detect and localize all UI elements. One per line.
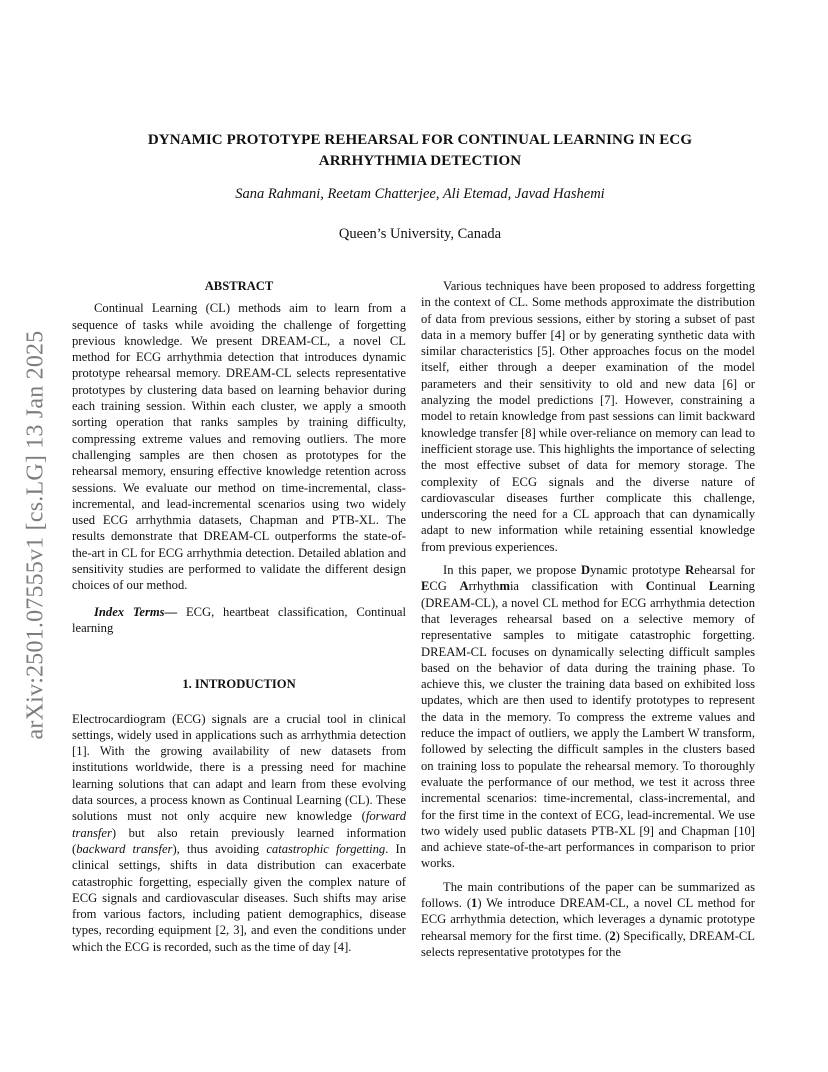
p2-bold-m: m (499, 579, 510, 594)
affiliation: Queen’s University, Canada (338, 226, 502, 242)
p2-bold-a: A (459, 579, 469, 594)
p2-text-8: earning (DREAM-CL), a novel CL method for ECG arrhythmia detection that leverages rehearsal based on a selective memory of representative samples to mitigate catastrophic forgetting. DREAM-CL focuses on dynamically selecting difficult samples based on the behavior of data during the training phase. To achieve this, we cluster the training data based on exhibited loss updates, which are then used to identify prototypes to represent the data in the memory. To compress the extreme values and reduce the impact of outliers, we apply the Lambert W transform, followed by selecting the difficult samples in the clusters based on training loss to populate the rehearsal memory. To thoroughly evaluate the performance of our method, we test it across three incremental scenarios: time-incremental, class-incremental, and for the first time in the context of ECG, lead-incremental. We use two widely used public datasets PTB-XL [9] and Chapman [10] and achieve state-of-the-art performances in comparison to prior works. (421, 579, 755, 871)
right-paragraph-2 (421, 562, 755, 872)
right-column (421, 278, 755, 960)
arxiv-stamp (14, 300, 58, 770)
left-column (72, 278, 406, 955)
p2-text-1: In this paper, we propose (443, 563, 581, 578)
p3-text-2: ) We introduce DREAM-CL, a novel CL method for ECG arrhythmia detection, which leverages a dynamic prototype rehearsal memory for the first time. ( (421, 895, 755, 943)
p2-text-4: CG (429, 579, 460, 594)
index-terms (72, 604, 406, 637)
intro-text-d: . In clinical settings, shifts in data distribution can exacerbate catastrophic forgetting, especially given the complex nature of ECG signals and cardiovascular diseases. Such shifts may arise from various factors, including patient demographics, disease types, recording equipment [2, 3], and even the conditions under which the ECG is recorded, such as the time of day [4]. (72, 841, 406, 954)
author-list: Sana Rahmani, Reetam Chatterjee, Ali Etemad, Javad Hashemi (235, 186, 605, 202)
p2-bold-l: L (708, 579, 718, 594)
intro-heading: 1. INTRODUCTION (182, 677, 296, 692)
intro-em-forward: forward transfer (72, 809, 406, 840)
p2-text-3: ehearsal for (694, 563, 755, 578)
intro-em-catastrophic: catastrophic forgetting (266, 841, 386, 856)
arxiv-stamp-text: arXiv:2501.07555v1 [cs.LG] 13 Jan 2025 (22, 330, 49, 740)
p2-bold-r: R (685, 563, 695, 578)
p2-bold-c: C (645, 579, 655, 594)
intro-em-backward: backward transfer (76, 841, 173, 856)
intro-text-c: ), thus avoiding (172, 841, 267, 856)
intro-text-b: ) but also retain previously learned information ( (72, 825, 406, 856)
right-paragraph-1: Various techniques have been proposed to address forgetting in the context of CL. Some methods approximate the distribution of data from previous sessions, either by storing a subset of past data in a memory buffer [4] or by generating synthetic data with similar characteristics [5]. Other approaches focus on the model itself, either through a deeper examination of the model parameters and their sensitivity to old and new data [6] or analyzing the model predictions [7]. However, constraining a model to retain knowledge from past sessions can limit backward knowledge transfer [8] while over-reliance on memory can lead to inefficient storage use. This highlights the importance of selecting the most effective subset of data for memory storage. The complexity of ECG signals and the diverse nature of cardiovascular diseases further complicate this challenge, underscoring the need for a CL approach that can dynamically adapt to new information while retaining essential knowledge from previous experiences. (421, 279, 755, 554)
p2-text-6: ia classification with (509, 579, 646, 594)
p3-bold-2: 2 (609, 928, 616, 943)
right-paragraph-3 (421, 879, 755, 960)
paper-title (100, 130, 740, 172)
p3-text-1: The main contributions of the paper can be summarized as follows. ( (421, 879, 755, 910)
intro-text-a: Electrocardiogram (ECG) signals are a crucial tool in clinical settings, widely used in applications such as arrhythmia detection [1]. With the growing availability of new datasets from institutions worldwide, there is a pressing need for machine learning solutions that can adapt and learn from these evolving data sources, a process known as Continual Learning (CL). These solutions must not only acquire new knowledge ( (72, 711, 406, 824)
abstract-text: Continual Learning (CL) methods aim to learn from a sequence of tasks while avoiding the challenge of forgetting previous knowledge. We present DREAM-CL, a novel CL method for ECG arrhythmia detection that introduces dynamic prototype rehearsal memory. DREAM-CL selects representative prototypes by clustering data based on learning behavior during each training session. Within each cluster, we apply a smooth sorting operation that ranks samples by training difficulty, compressing extreme values and removing outliers. The more challenging samples are then chosen as prototypes for the rehearsal memory, ensuring effective knowledge retention across sessions. We evaluate our method on time-incremental, class-incremental, and lead-incremental scenarios using two widely used ECG arrhythmia datasets, Chapman and PTB-XL. The results demonstrate that DREAM-CL outperforms the state-of-the-art in CL for ECG arrhythmia detection. Detailed ablation and sensitivity studies are performed to validate the different design choices of our method. (72, 301, 406, 593)
title-line-2: ARRHYTHMIA DETECTION (318, 153, 522, 169)
p2-text-5: rrhyth (468, 579, 500, 594)
p3-bold-1: 1 (471, 895, 478, 910)
p2-bold-e: E (421, 579, 430, 594)
p2-text-2: ynamic prototype (590, 563, 686, 578)
intro-paragraph-1 (72, 711, 406, 955)
p3-text-3: ) Specifically, DREAM-CL selects representative prototypes for the (421, 928, 756, 959)
index-terms-label: Index Terms— (94, 604, 178, 619)
abstract-heading: ABSTRACT (204, 279, 274, 293)
p2-text-7: ontinual (654, 579, 709, 594)
p2-bold-d: D (581, 563, 591, 578)
title-line-1: DYNAMIC PROTOTYPE REHEARSAL FOR CONTINUAL LEARNING IN ECG (147, 132, 693, 148)
index-terms-text: ECG, heartbeat classification, Continual learning (72, 604, 407, 635)
